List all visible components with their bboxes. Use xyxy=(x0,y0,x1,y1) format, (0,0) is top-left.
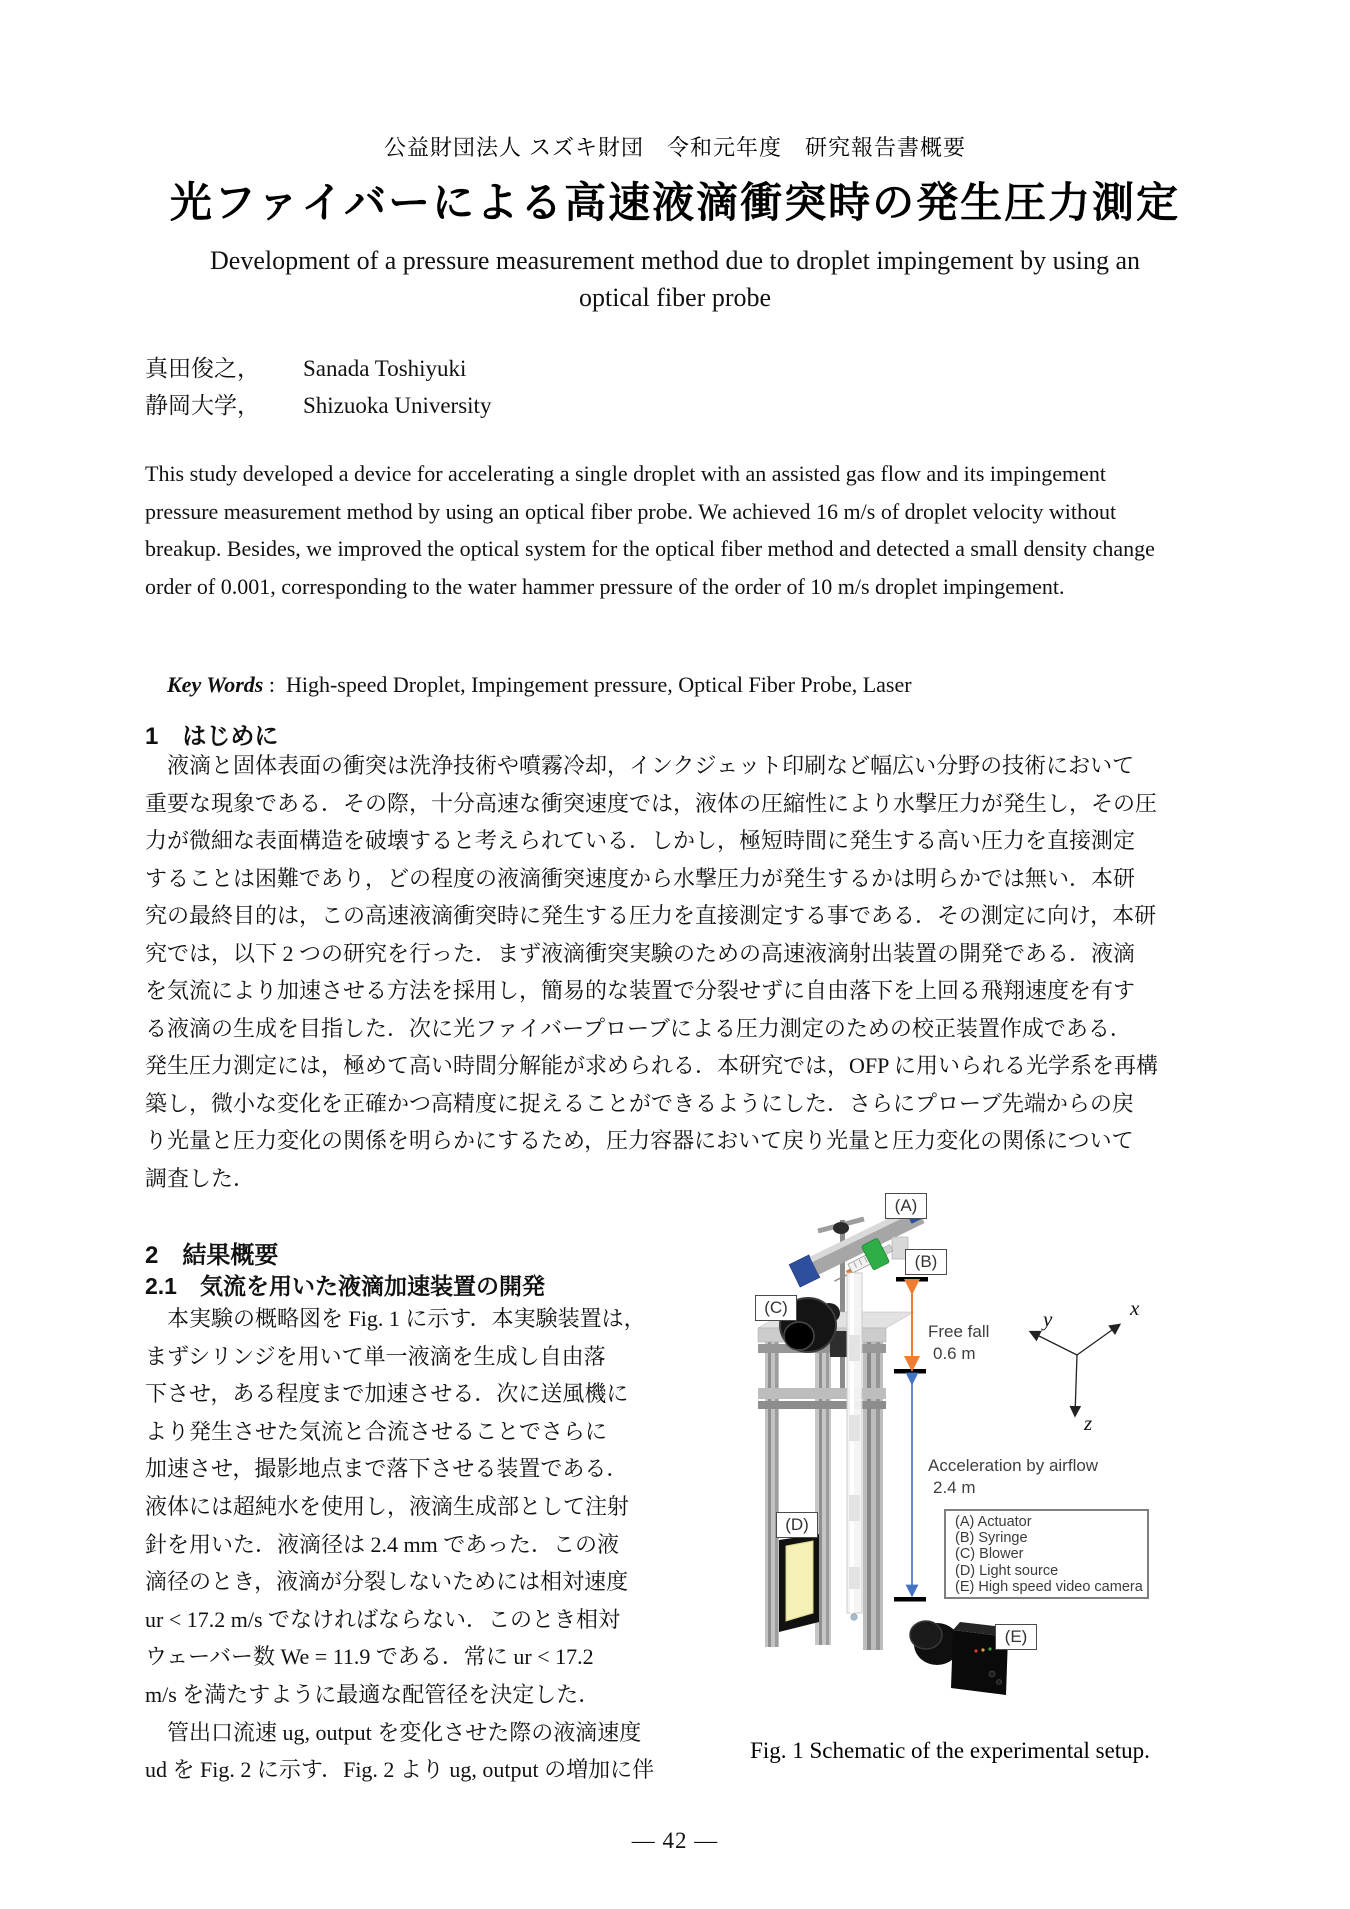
text-line: を気流により加速させる方法を採用し，簡易的な装置で分裂せずに自由落下を上回る飛翔速度を有す xyxy=(145,978,1136,1003)
axis-y-label: y xyxy=(1043,1307,1053,1331)
english-title-line2: optical fiber probe xyxy=(578,283,772,312)
affiliation-row xyxy=(145,387,491,424)
tick-bottom xyxy=(894,1597,926,1602)
label-box-camera: (E) xyxy=(995,1624,1037,1650)
figure-legend xyxy=(944,1509,1149,1599)
text-line: (E) High speed video camera xyxy=(955,1578,1143,1595)
text-line: 究の最終目的は，この高速液滴衝突時に発生する圧力を直接測定する事である．その測定に向け，本研 xyxy=(145,903,1157,928)
text-line: ur < 17.2 m/s でなければならない．このとき相対 xyxy=(145,1606,621,1632)
affiliation-en: Shizuoka University xyxy=(303,393,492,418)
text-line: 築し，微小な変化を正確かつ高精度に捉えることができるようにした．さらにプローブ先端からの戻 xyxy=(145,1090,1134,1116)
figure-caption: Fig. 1 Schematic of the experimental setup. xyxy=(750,1738,1150,1763)
text-line: 下させ，ある程度まで加速させる．次に送風機に xyxy=(145,1381,629,1407)
text-line: ウェーバー数 We = 11.9 である．常に ur < 17.2 xyxy=(145,1644,594,1670)
text-line: breakup. Besides, we improved the optical system for the optical fiber method and detected a small density change xyxy=(145,536,1155,561)
keywords-text: High-speed Droplet, Impingement pressure, Optical Fiber Probe, Laser xyxy=(285,672,912,697)
coordinate-axes xyxy=(1031,1325,1119,1415)
text-line: (C) Blower xyxy=(955,1546,1024,1563)
text-line: ud を Fig. 2 に示す．Fig. 2 より ug, output の増加に伴 xyxy=(145,1757,655,1783)
droplet xyxy=(851,1614,857,1620)
section2-paragraph xyxy=(145,1300,660,1789)
tick-top xyxy=(896,1277,928,1282)
page-title: 光ファイバーによる高速液滴衝突時の発生圧力測定 xyxy=(169,179,1181,226)
text-line: order of 0.001, corresponding to the water hammer pressure of the order of 10 m/s droplet impingement. xyxy=(145,573,1065,599)
figure-1 xyxy=(740,1185,1160,1785)
tick-middle xyxy=(894,1369,926,1374)
text-line: まずシリンジを用いて単一液滴を生成し自由落 xyxy=(145,1343,606,1369)
english-title-line1: Development of a pressure measurement method due to droplet impingement by using an xyxy=(210,246,1140,275)
text-line: (A) Actuator xyxy=(955,1514,1032,1530)
text-line: 液滴と固体表面の衝突は洗浄技術や噴霧冷却，インクジェット印刷など幅広い分野の技術において xyxy=(145,753,1135,778)
text-line: 調査した． xyxy=(145,1165,256,1191)
text-line: り光量と圧力変化の関係を明らかにするため，圧力容器において戻り光量と圧力変化の関係について xyxy=(145,1128,1134,1153)
text-line: 究では，以下 2 つの研究を行った．まず液滴衝突実験のための高速液滴射出装置の開発である．液滴 xyxy=(145,940,1136,966)
page-number: — 42 — xyxy=(631,1828,719,1853)
label-box-blower: (C) xyxy=(755,1295,797,1321)
label-box-syringe: (B) xyxy=(905,1249,947,1275)
section1-paragraph xyxy=(145,747,1207,1197)
authors-block xyxy=(145,350,491,424)
text-line: 力が微細な表面構造を破壊すると考えられている．しかし，極短時間に発生する高い圧力を直接測定 xyxy=(145,828,1136,853)
keywords-label: Key Words xyxy=(167,672,264,697)
text-line: することは困難であり，どの程度の液滴衝突速度から水撃圧力が発生するかは明らかでは無い．本研 xyxy=(145,865,1136,891)
text-line: m/s を満たすように最適な配管径を決定した． xyxy=(145,1681,601,1707)
keywords-line xyxy=(145,646,912,724)
author-row xyxy=(145,350,491,387)
text-line: 液体には超純水を使用し，液滴生成部として注射 xyxy=(145,1493,630,1519)
free-fall-value: 0.6 m xyxy=(933,1344,976,1363)
text-line: 滴径のとき，液滴が分裂しないためには相対速度 xyxy=(145,1569,629,1595)
text-line: 管出口流速 ug, output を変化させた際の液滴速度 xyxy=(145,1719,642,1745)
text-line: 重要な現象である．その際，十分高速な衝突速度では，液体の圧縮性により水撃圧力が発生し，その圧 xyxy=(145,790,1158,816)
label-box-actuator: (A) xyxy=(885,1193,927,1219)
axis-z-label: z xyxy=(1084,1411,1093,1435)
section2-heading: 2 結果概要 xyxy=(145,1242,279,1269)
report-header: 公益財団法人 スズキ財団 令和元年度 研究報告書概要 xyxy=(383,135,967,160)
abstract xyxy=(145,455,1205,605)
keywords-colon: : xyxy=(263,672,286,697)
light-source xyxy=(779,1534,819,1632)
text-line: る液滴の生成を目指した．次に光ファイバープローブによる圧力測定のための校正装置作成である． xyxy=(145,1015,1132,1041)
author-name-ja: 真田俊之， xyxy=(145,356,260,381)
text-line: 本実験の概略図を Fig. 1 に示す．本実験装置は， xyxy=(145,1306,646,1331)
author-name-en: Sanada Toshiyuki xyxy=(303,356,467,381)
free-fall-label: Free fall xyxy=(928,1322,990,1341)
text-line: This study developed a device for accelerating a single droplet with an assisted gas flow and its impingement xyxy=(145,461,1107,486)
text-line: 針を用いた．液滴径は 2.4 mm であった．この液 xyxy=(145,1531,620,1557)
acceleration-value: 2.4 m xyxy=(933,1478,976,1497)
acceleration-label: Acceleration by airflow xyxy=(928,1456,1099,1475)
text-line: pressure measurement method by using an optical fiber probe. We achieved 16 m/s of droplet velocity without xyxy=(145,498,1117,524)
affiliation-ja: 静岡大学， xyxy=(145,393,260,418)
label-box-light-source: (D) xyxy=(776,1512,818,1538)
text-line: 加速させ，撮影地点まで落下させる装置である． xyxy=(145,1456,629,1482)
section2-1-heading: 2.1 気流を用いた液滴加速装置の開発 xyxy=(145,1273,545,1299)
text-line: (D) Light source xyxy=(955,1562,1059,1579)
axis-x-label: x xyxy=(1130,1296,1140,1320)
text-line: 発生圧力測定には，極めて高い時間分解能が求められる．本研究では，OFP に用いられる光学系を再構 xyxy=(145,1053,1159,1078)
text-line: より発生させた気流と合流させることでさらに xyxy=(145,1418,608,1444)
drop-tube xyxy=(847,1273,862,1613)
text-line: (B) Syringe xyxy=(955,1530,1028,1547)
experimental-setup-schematic xyxy=(740,1185,1160,1785)
section1-heading: 1 はじめに xyxy=(145,723,279,750)
